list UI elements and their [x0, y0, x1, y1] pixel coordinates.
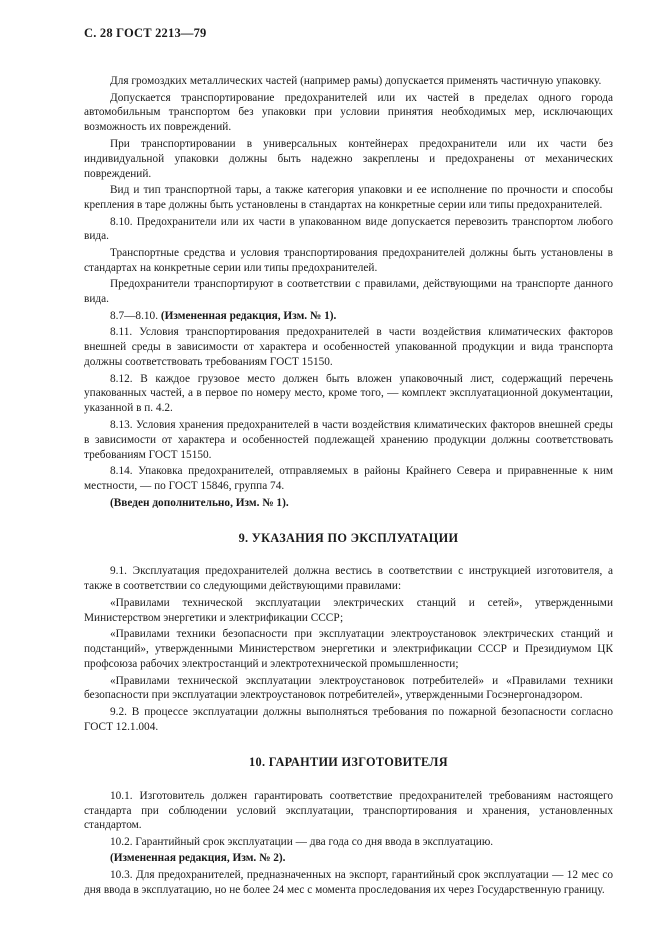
- amendment-note: (Измененная редакция, Изм. № 2).: [110, 852, 286, 865]
- paragraph: При транспортировании в универсальных контейнерах предохранители или их части без индивидуальной упаковки должны быть надежно закреплены и предохранены от механических повреждений.: [84, 137, 613, 180]
- paragraph: «Правилами техники безопасности при эксплуатации электроустановок электрических станций и подстанций», утвержденными Министерством энергетики и электрификации СССР и Президиумом ЦК профсоюза рабочих электростанций и электротехнической промышленности;: [84, 628, 613, 671]
- paragraph: Транспортные средства и условия транспортирования предохранителей должны быть установлены в стандартах на конкретные серии или типы предохранителей.: [84, 246, 613, 274]
- paragraph: «Правилами технической эксплуатации электроустановок потребителей» и «Правилами техники безопасности при эксплуатации электроустановок потребителей», утвержденными Госэнергонадзором.: [84, 674, 613, 702]
- page-header: С. 28 ГОСТ 2213—79: [84, 26, 207, 40]
- paragraph: 8.13. Условия хранения предохранителей в части воздействия климатических факторов внешней среды в зависимости от характера и особенностей подлежащей хранению продукции должны соответствовать требованиям ГОСТ 15150.: [84, 418, 613, 461]
- document-body: [84, 74, 613, 899]
- paragraph: Предохранители транспортируют в соответствии с правилами, действующими на транспорте данного вида.: [84, 278, 613, 306]
- paragraph: Вид и тип транспортной тары, а также категория упаковки и ее исполнение по прочности и способы крепления в таре должны быть установлены в стандартах на конкретные серии или типы предохранителей.: [84, 184, 613, 212]
- paragraph: 9.2. В процессе эксплуатации должны выполняться требования по пожарной безопасности согласно ГОСТ 12.1.004.: [84, 705, 613, 733]
- paragraph: 9.1. Эксплуатация предохранителей должна вестись в соответствии с инструкцией изготовителя, а также в соответствии со следующими действующими правилами:: [84, 565, 613, 593]
- paragraph: 8.14. Упаковка предохранителей, отправляемых в районы Крайнего Севера и приравненные к ним местности, — по ГОСТ 15846, группа 74.: [84, 465, 613, 493]
- paragraph: 10.2. Гарантийный срок эксплуатации — два года со дня ввода в эксплуатацию.: [110, 835, 494, 848]
- section-9-title: 9. УКАЗАНИЯ ПО ЭКСПЛУАТАЦИИ: [238, 530, 459, 545]
- paragraph: «Правилами технической эксплуатации электрических станций и сетей», утвержденными Министерством энергетики и электрификации СССР;: [84, 596, 613, 624]
- amendment-note-text: (Измененная редакция, Изм. № 1).: [160, 309, 337, 322]
- section-10-title: 10. ГАРАНТИИ ИЗГОТОВИТЕЛЯ: [249, 754, 448, 769]
- amendment-note: (Введен дополнительно, Изм. № 1).: [110, 496, 289, 509]
- paragraph: Для громоздких металлических частей (например рамы) допускается применять частичную упаковку.: [110, 75, 602, 87]
- amendment-note: [84, 309, 613, 324]
- paragraph: Допускается транспортирование предохранителей или их частей в пределах одного города автомобильным транспортом без упаковки при условии принятия необходимых мер, исключающих возможность их повреждений.: [84, 91, 613, 134]
- paragraph: 10.1. Изготовитель должен гарантировать соответствие предохранителей требованиям настоящего стандарта при соблюдении условий эксплуатации, транспортирования и хранения, установленных стандартом.: [84, 789, 613, 832]
- amendment-note-prefix: 8.7—8.10.: [110, 309, 161, 322]
- paragraph: 10.3. Для предохранителей, предназначенных на экспорт, гарантийный срок эксплуатации — 12 мес со дня ввода в эксплуатацию, но не более 24 мес с момента проследования их через Государственную границу.: [84, 868, 613, 896]
- paragraph: 8.12. В каждое грузовое место должен быть вложен упаковочный лист, содержащий перечень упакованных частей, а в первое по номеру место, кроме того, — комплект эксплуатационной документации, указанной в п. 4.2.: [84, 372, 613, 415]
- paragraph: 8.10. Предохранители или их части в упакованном виде допускается перевозить транспортом любого вида.: [84, 215, 613, 243]
- paragraph: 8.11. Условия транспортирования предохранителей в части воздействия климатических факторов внешней среды в зависимости от характера и особенностей упакованной продукции и вида транспорта должны соответствовать требованиям ГОСТ 15150.: [84, 326, 613, 369]
